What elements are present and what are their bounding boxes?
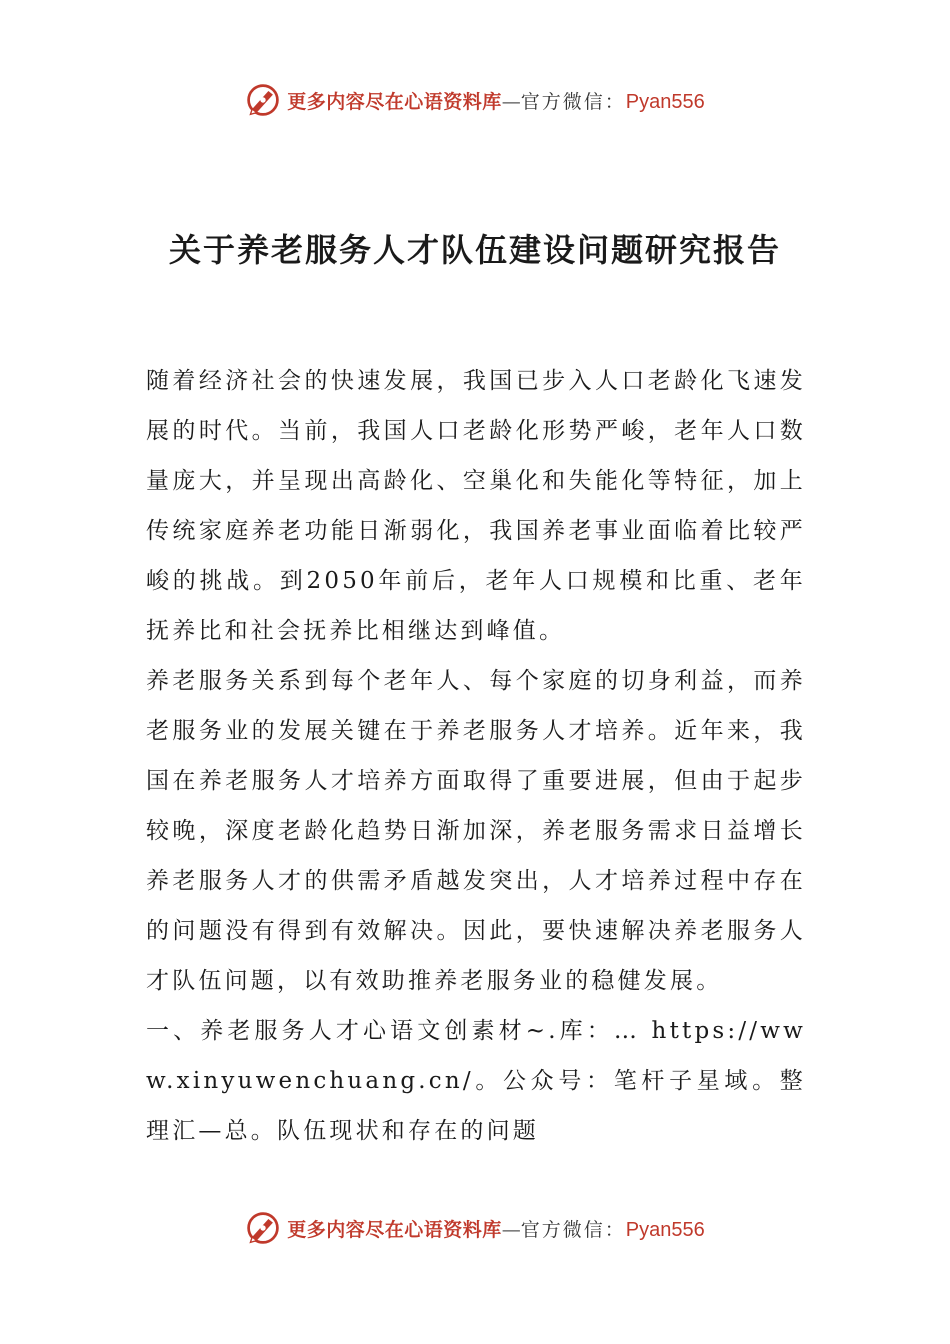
watermark-brand: 更多内容尽在心语资料库 [287,90,502,113]
watermark-dash: — [501,90,521,113]
watermark-brand: 更多内容尽在心语资料库 [287,1218,502,1241]
watermark-dash: — [501,1218,521,1241]
footer-watermark [0,1210,950,1246]
pen-logo-icon [245,1210,281,1246]
watermark-wechat-label: 官方微信： [520,1218,626,1241]
pen-logo-icon [245,82,281,118]
header-watermark [0,82,950,118]
document-title: 关于养老服务人才队伍建设问题研究报告 [168,231,781,269]
document-body [146,356,806,1156]
watermark-wechat-label: 官方微信： [520,90,626,113]
body-paragraph: 随着经济社会的快速发展，我国已步入人口老龄化飞速发展的时代。当前，我国人口老龄化形势严峻，老年人口数量庞大，并呈现出高龄化、空巢化和失能化等特征，加上传统家庭养老功能日渐弱化，我国养老事业面临着比较严峻的挑战。到2050年前后，老年人口规模和比重、老年抚养比和社会抚养比相继达到峰值。 [146,368,806,644]
body-paragraph: 养老服务关系到每个老年人、每个家庭的切身利益，而养老服务业的发展关键在于养老服务人才培养。近年来，我国在养老服务人才培养方面取得了重要进展，但由于起步较晚，深度老龄化趋势日渐加深，养老服务需求日益增长养老服务人才的供需矛盾越发突出，人才培养过程中存在的问题没有得到有效解决。因此，要快速解决养老服务人才队伍问题，以有效助推养老服务业的稳健发展。 [146,668,806,994]
watermark-wechat-id: Pyan556 [625,90,705,113]
watermark-wechat-id: Pyan556 [625,1218,705,1241]
section-heading-paragraph: 一、养老服务人才心语文创素材~.库：… https://www.xinyuwenchuang.cn/。公众号：笔杆子星域。整理汇—总。队伍现状和存在的问题 [146,1018,806,1144]
